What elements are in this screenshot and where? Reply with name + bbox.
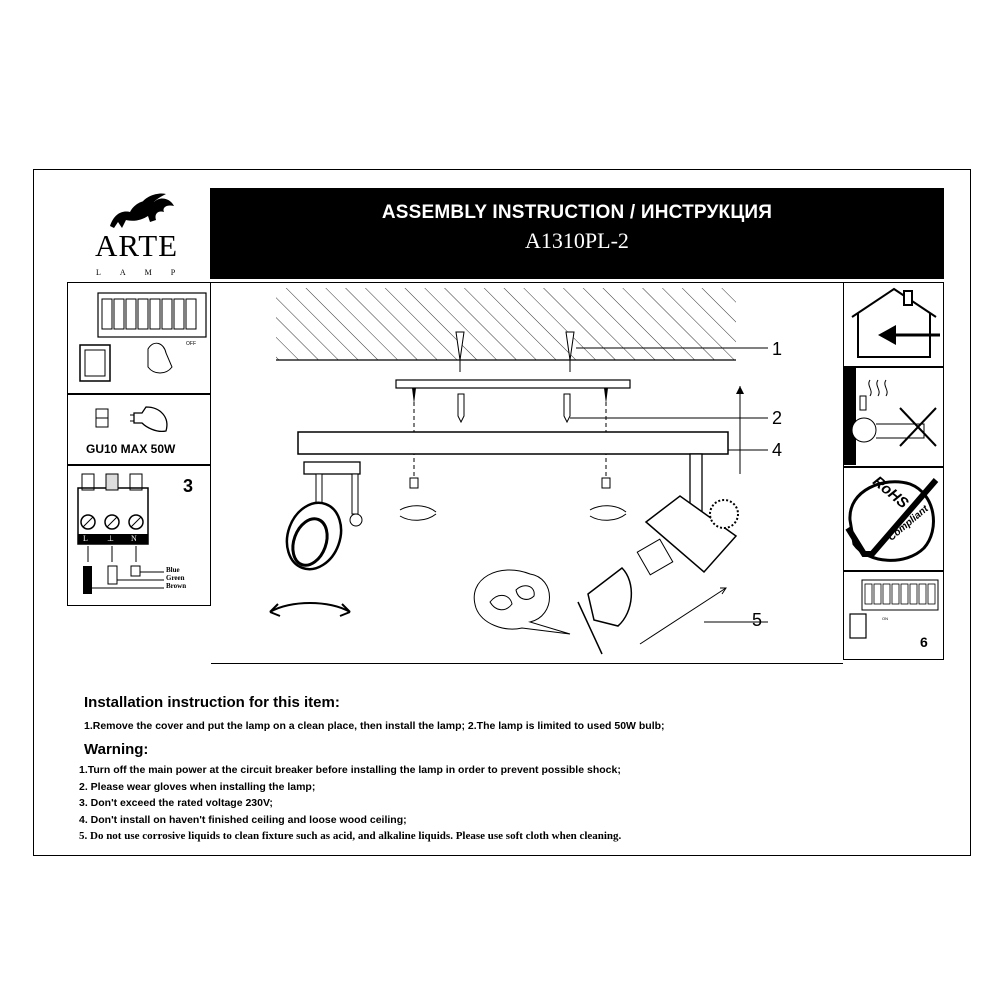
step-6-label: 6 (920, 634, 928, 650)
terminal-earth: ⊥ (107, 534, 114, 543)
rohs-compliant-label: Compliant (886, 503, 931, 544)
warning-item-3: 3. Don't exceed the rated voltage 230V; (79, 797, 273, 809)
hot-surface-hand-icon (844, 368, 942, 465)
warning-item-5: 5. Do not use corrosive liquids to clean fixture such as acid, and alkaline liquids. Please use soft cloth when cleaning. (79, 830, 622, 842)
callout-1: 1 (772, 339, 783, 359)
wire-color-brown: Brown (166, 582, 187, 590)
breaker-off-icon (68, 283, 209, 392)
warning-item-4: 4. Don't install on haven't finished ceiling and loose wood ceiling; (79, 814, 407, 826)
power-on-panel (843, 571, 944, 660)
rohs-label: RoHS (869, 472, 912, 513)
wire-color-blue: Blue (166, 566, 180, 574)
installation-line: 1.Remove the cover and put the lamp on a clean place, then install the lamp; 2.The lamp is limited to used 50W bulb; (84, 720, 665, 732)
callout-5: 5 (752, 610, 763, 630)
installation-heading: Installation instruction for this item: (84, 694, 340, 711)
model-number: A1310PL-2 (525, 228, 629, 253)
griffin-logo-icon (100, 192, 180, 232)
warning-item-1: 1.Turn off the main power at the circuit breaker before installing the lamp in order to prevent possible shock; (79, 764, 621, 776)
terminal-n: N (131, 534, 137, 543)
no-hot-touch-panel (843, 367, 944, 467)
rohs-panel (843, 467, 944, 571)
step-3-label: 3 (183, 476, 194, 496)
warning-item-2: 2. Please wear gloves when installing the lamp; (79, 781, 316, 793)
brand-subtitle: LAMP (96, 268, 195, 277)
callout-4: 4 (772, 440, 783, 460)
terminal-l: L (83, 534, 88, 543)
gu10-bulb-icon (94, 403, 184, 437)
header-banner (210, 188, 944, 279)
bulb-spec-label: GU10 MAX 50W (86, 442, 176, 456)
wire-color-green: Green (166, 574, 185, 582)
svg-text:OFF: OFF (186, 341, 196, 347)
wiring-panel (67, 465, 211, 606)
diagram-frame (211, 282, 843, 664)
indoor-house-icon (844, 283, 942, 365)
power-off-panel (67, 282, 211, 394)
indoor-use-panel (843, 282, 944, 367)
svg-text:ON: ON (882, 616, 888, 621)
callout-2: 2 (772, 408, 783, 428)
header-title: ASSEMBLY INSTRUCTION / ИНСТРУКЦИЯ (381, 202, 773, 223)
brand-name: ARTE (95, 228, 179, 263)
bulb-spec-panel (67, 394, 211, 465)
warning-heading: Warning: (84, 741, 149, 758)
